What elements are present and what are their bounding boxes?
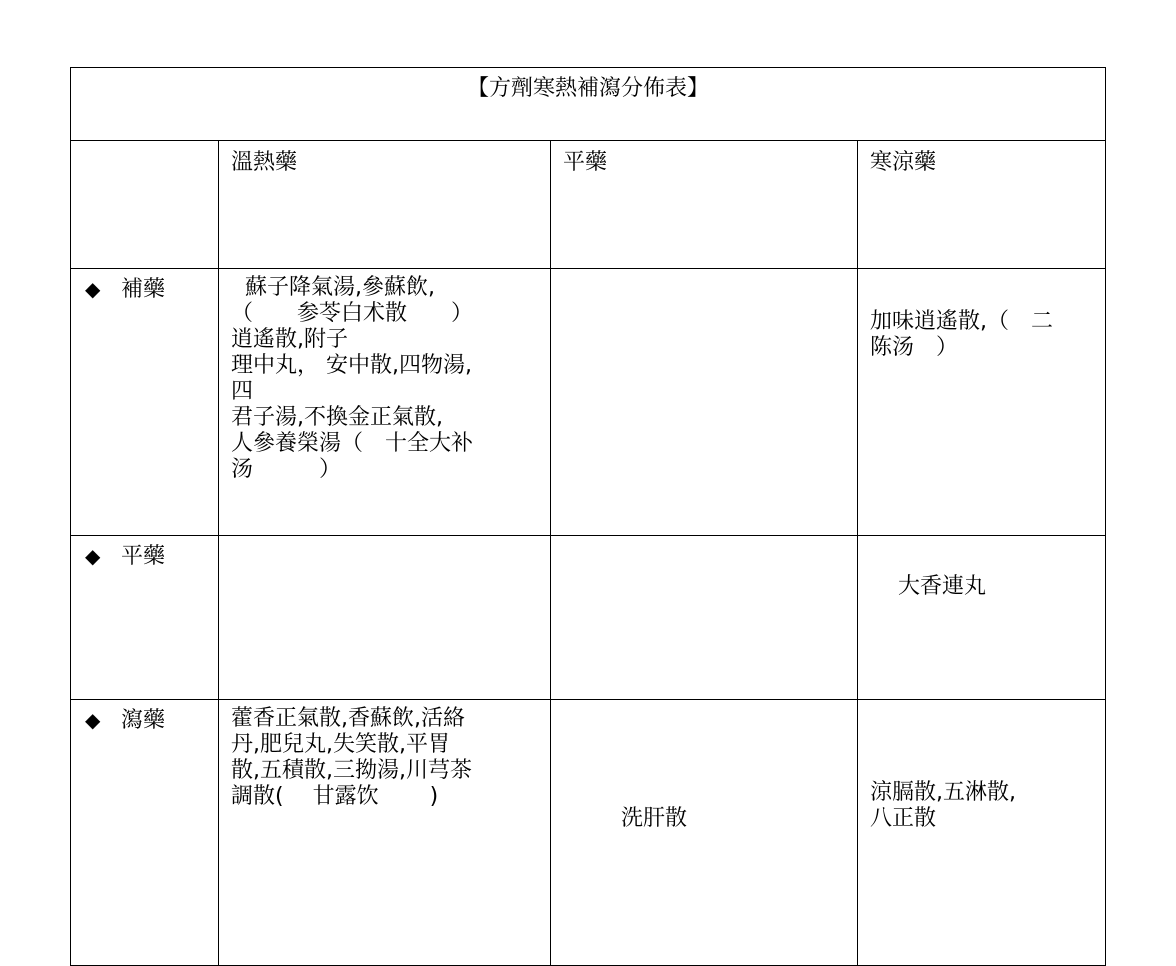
- tonic-warm-line: 四: [231, 379, 254, 404]
- tonic-warm-line: 汤 ）: [231, 457, 342, 482]
- purge-warm-cell: [219, 700, 551, 966]
- header-empty: [71, 141, 219, 269]
- row-label-neutral: [71, 536, 219, 700]
- row-label-text: 補藥: [121, 277, 166, 302]
- tonic-cold-line: 加味逍遙散,（ 二: [870, 309, 1053, 334]
- purge-warm-line: 散,五積散,三拗湯,川芎茶: [231, 758, 472, 783]
- diamond-icon: ◆: [85, 277, 101, 301]
- tonic-cold-cell: [858, 269, 1106, 536]
- row-purge: [71, 700, 1106, 966]
- header-neutral: 平藥: [551, 141, 858, 269]
- tonic-warm-line: 理中丸， 安中散,四物湯,: [231, 353, 472, 378]
- purge-cold-line: 涼膈散,五淋散,: [870, 780, 1016, 805]
- tonic-warm-line: （ 参苓白术散 ）: [231, 301, 474, 326]
- purge-cold-line: 八正散: [870, 806, 937, 831]
- purge-warm-line: 調散( 甘露饮 ): [231, 784, 439, 809]
- table-title: 【方劑寒熱補瀉分佈表】: [71, 68, 1106, 141]
- neutral-cold-cell: [858, 536, 1106, 700]
- tonic-warm-line: 人參養榮湯（ 十全大补: [231, 431, 474, 456]
- herb-distribution-table: [70, 67, 1106, 966]
- purge-cold-cell: [858, 700, 1106, 966]
- tonic-neutral-cell: [551, 269, 858, 536]
- header-warm: 溫熱藥: [219, 141, 551, 269]
- neutral-warm-cell: [219, 536, 551, 700]
- diamond-icon: ◆: [85, 708, 101, 732]
- purge-neutral-text: 洗肝散: [621, 806, 688, 831]
- row-label-text: 平藥: [121, 544, 166, 569]
- row-label-tonic: [71, 269, 219, 536]
- neutral-cold-line: 大香連丸: [898, 574, 987, 599]
- row-label-text: 瀉藥: [121, 708, 166, 733]
- purge-warm-line: 藿香正氣散,香蘇飲,活絡: [231, 706, 465, 731]
- tonic-warm-line: 蘇子降氣湯,參蘇飲,: [231, 275, 435, 300]
- row-tonic: [71, 269, 1106, 536]
- row-label-purge: [71, 700, 219, 966]
- tonic-warm-cell: [219, 269, 551, 536]
- neutral-neutral-cell: [551, 536, 858, 700]
- tonic-cold-line: 陈汤 ）: [870, 335, 959, 360]
- header-row: [71, 141, 1106, 269]
- row-neutral: [71, 536, 1106, 700]
- tonic-warm-line: 逍遙散,附子: [231, 327, 348, 352]
- tonic-warm-line: 君子湯,不換金正氣散,: [231, 405, 443, 430]
- diamond-icon: ◆: [85, 544, 101, 568]
- header-cold: 寒涼藥: [858, 141, 1106, 269]
- title-row: [71, 68, 1106, 141]
- purge-warm-line: 丹,肥兒丸,失笑散,平胃: [231, 732, 450, 757]
- purge-neutral-cell: [551, 700, 858, 966]
